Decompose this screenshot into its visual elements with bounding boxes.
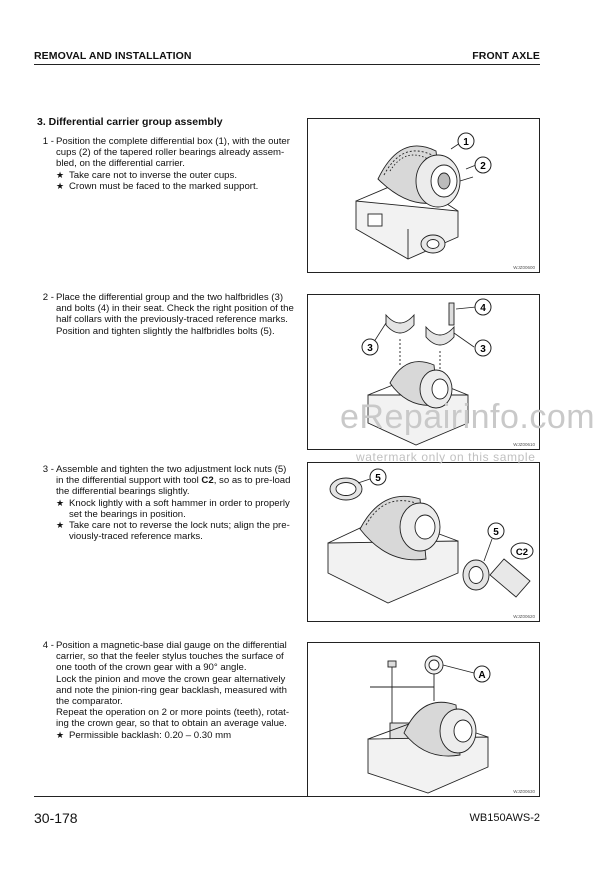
step-number: 3 - bbox=[42, 464, 54, 475]
step-text: Position and tighten slightly the halfbridles bolts (5). bbox=[56, 325, 275, 337]
star-icon: ★ bbox=[56, 729, 65, 740]
step-text: cups (2) of the tapered roller bearings already assem- bbox=[56, 147, 285, 159]
footer-rule bbox=[34, 796, 540, 797]
note-line: Knock lightly with a soft hammer in order to properly bbox=[69, 497, 290, 509]
note bbox=[36, 170, 294, 181]
watermark-text: eRepairinfo.com bbox=[340, 398, 596, 436]
note bbox=[36, 181, 294, 192]
star-icon: ★ bbox=[56, 520, 65, 531]
step-text-part: , so as to pre-load bbox=[213, 475, 291, 487]
callout-label: 1 bbox=[463, 137, 469, 148]
callout-5-top bbox=[370, 469, 386, 485]
callout-label: 3 bbox=[367, 343, 373, 354]
step-number: 2 - bbox=[42, 292, 54, 303]
lock-nuts-illustration bbox=[308, 463, 539, 621]
step-text: bled, on the differential carrier. bbox=[56, 158, 185, 170]
figure-4-dial-gauge bbox=[307, 642, 540, 797]
section-title: 3. Differential carrier group assembly bbox=[37, 116, 223, 128]
step-text: one tooth of the crown gear with a 90° angle. bbox=[56, 662, 247, 674]
note-text bbox=[69, 520, 294, 542]
step-text: Position a magnetic-base dial gauge on the differential bbox=[56, 640, 287, 651]
note-text: Take care not to inverse the outer cups. bbox=[69, 169, 237, 181]
header-section-title: REMOVAL AND INSTALLATION bbox=[34, 50, 192, 62]
step-text: Repeat the operation on 2 or more points (teeth), rotat- bbox=[56, 707, 290, 719]
step-text: half collars with the previously-traced reference marks. bbox=[56, 314, 288, 326]
star-icon: ★ bbox=[56, 169, 65, 180]
figure-3-lock-nuts bbox=[307, 462, 540, 622]
callout-2 bbox=[475, 157, 491, 173]
callout-label: 3 bbox=[480, 344, 486, 355]
callout-label: 4 bbox=[480, 303, 486, 314]
step-text: Lock the pinion and move the crown gear alternatively bbox=[56, 673, 286, 685]
note-text: Crown must be faced to the marked support. bbox=[69, 180, 259, 192]
callout-label: C2 bbox=[515, 547, 529, 558]
model-name: WB150AWS-2 bbox=[469, 812, 540, 824]
header-rule bbox=[34, 64, 540, 65]
step-number: 1 - bbox=[42, 136, 54, 147]
callout-label: A bbox=[478, 670, 486, 681]
step-text: the differential bearings slightly. bbox=[56, 486, 190, 498]
differential-box-illustration bbox=[308, 119, 539, 272]
note bbox=[36, 498, 294, 520]
step-text: the comparator. bbox=[56, 696, 123, 708]
figure-code: WJZ00620 bbox=[513, 614, 535, 619]
callout-a bbox=[474, 666, 490, 682]
callout-label: 5 bbox=[375, 473, 381, 484]
callout-label: 2 bbox=[480, 161, 486, 172]
step-number: 4 - bbox=[42, 640, 54, 651]
callout-c2 bbox=[511, 543, 533, 559]
callout-4 bbox=[475, 299, 491, 315]
step-text: carrier, so that the feeler stylus touches the surface of bbox=[56, 651, 284, 663]
note bbox=[36, 520, 294, 542]
step-4 bbox=[36, 640, 294, 741]
note-line: set the bearings in position. bbox=[69, 508, 186, 520]
step-text: Position the complete differential box (1), with the outer bbox=[56, 136, 290, 147]
figure-code: WJZ00610 bbox=[513, 442, 535, 447]
dial-gauge-illustration bbox=[308, 643, 539, 796]
figure-code: WJZ00600 bbox=[513, 265, 535, 270]
note bbox=[36, 730, 294, 741]
step-text-part: in the differential support with tool bbox=[56, 475, 202, 487]
watermark-subtext: watermark only on this sample bbox=[356, 450, 536, 464]
star-icon: ★ bbox=[56, 180, 65, 191]
step-text: Place the differential group and the two halfbridles (3) bbox=[56, 292, 284, 303]
step-text: Assemble and tighten the two adjustment lock nuts (5) bbox=[56, 464, 287, 475]
callout-label: 5 bbox=[493, 527, 499, 538]
note-line: Take care not to reverse the lock nuts; align the pre- bbox=[69, 520, 290, 532]
step-1 bbox=[36, 136, 294, 192]
page-number: 30-178 bbox=[34, 810, 78, 826]
figure-code: WJZ00630 bbox=[513, 789, 535, 794]
callout-3-left bbox=[362, 339, 378, 355]
step-text: ing the crown gear, so that to obtain an average value. bbox=[56, 718, 287, 730]
callout-5-right bbox=[488, 523, 504, 539]
callout-1 bbox=[458, 133, 474, 149]
callout-3-right bbox=[475, 340, 491, 356]
star-icon: ★ bbox=[56, 497, 65, 508]
figure-1-differential-box bbox=[307, 118, 540, 273]
step-3 bbox=[36, 464, 294, 542]
step-text bbox=[36, 475, 294, 486]
step-text: and bolts (4) in their seat. Check the right position of the bbox=[56, 303, 294, 315]
header-chapter-title: FRONT AXLE bbox=[472, 50, 540, 62]
note-text: Permissible backlash: 0.20 – 0.30 mm bbox=[69, 729, 232, 741]
step-text: and note the pinion-ring gear backlash, measured with bbox=[56, 684, 287, 696]
step-2 bbox=[36, 292, 294, 337]
note-text bbox=[69, 498, 294, 520]
tool-code: C2 bbox=[201, 475, 214, 487]
note-line: viously-traced reference marks. bbox=[69, 531, 203, 543]
